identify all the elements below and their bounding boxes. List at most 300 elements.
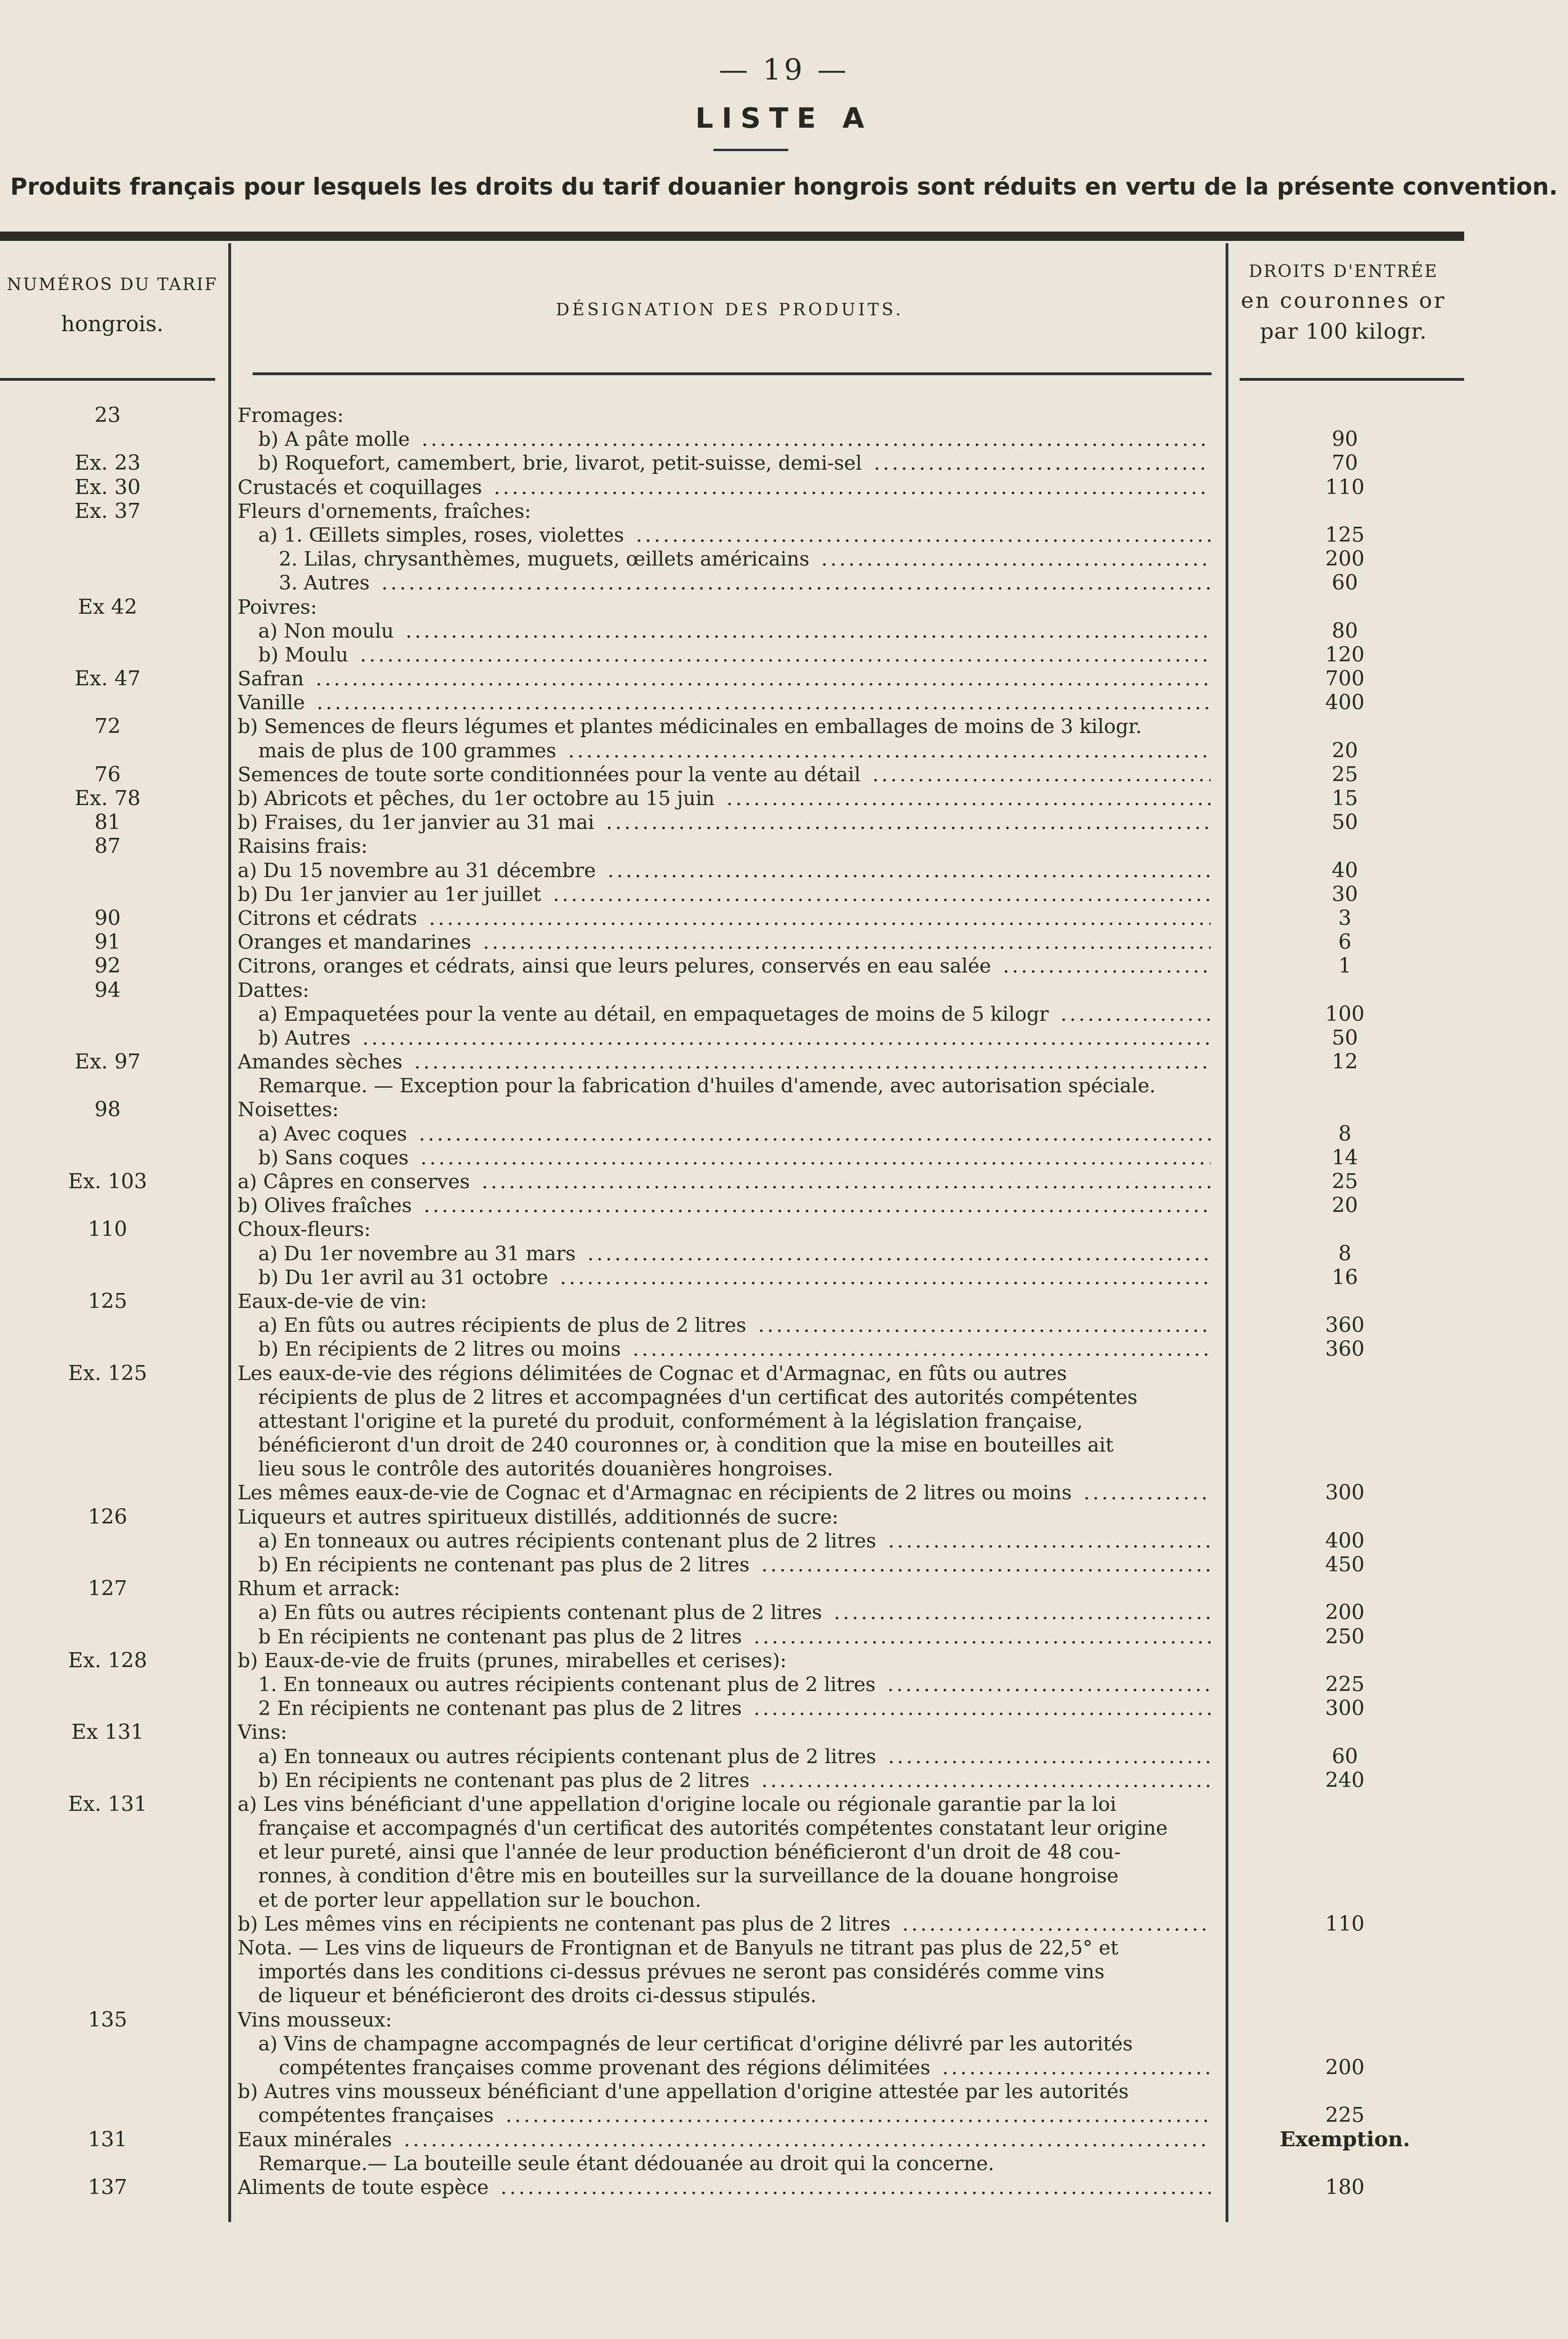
product-label: b) Du 1er janvier au 1er juillet xyxy=(238,883,544,906)
product-label: Eaux-de-vie de vin: xyxy=(238,1290,430,1313)
table-row xyxy=(0,1026,1568,1050)
duty-value: 16 xyxy=(1332,1265,1358,1289)
table-row xyxy=(0,858,1568,882)
tariff-number: Ex. 30 xyxy=(74,475,141,499)
table-row xyxy=(0,595,1568,619)
duty-value: 20 xyxy=(1332,1193,1358,1218)
product-label: 2. Lilas, chrysanthèmes, muguets, œillets américains xyxy=(279,547,812,570)
product-designation xyxy=(258,427,1211,451)
table-row xyxy=(0,1313,1568,1337)
table-row xyxy=(0,1289,1568,1313)
product-label: Fleurs d'ornements, fraîches: xyxy=(238,500,534,523)
table-row xyxy=(0,1816,1568,1840)
product-label: Choux-fleurs: xyxy=(238,1218,373,1241)
product-label: a) Avec coques xyxy=(258,1122,410,1145)
table-row xyxy=(0,523,1568,547)
tariff-number: 94 xyxy=(94,978,121,1002)
duty-value: 12 xyxy=(1332,1050,1358,1074)
product-label: bénéficieront d'un droit de 240 couronnes or, à condition que la mise en bouteilles ait xyxy=(258,1433,1116,1456)
header-col3-line2: en couronnes or xyxy=(1241,288,1446,313)
product-designation xyxy=(238,858,1211,882)
product-designation xyxy=(279,571,1211,595)
duty-value: 8 xyxy=(1338,1121,1351,1146)
product-designation xyxy=(238,930,1211,954)
product-designation xyxy=(238,1050,1211,1074)
tariff-table xyxy=(0,403,1568,2199)
product-label: a) Câpres en conserves xyxy=(238,1170,472,1193)
table-row xyxy=(0,2056,1568,2079)
product-designation xyxy=(238,978,1211,1002)
tariff-number: 72 xyxy=(94,714,121,739)
product-label: Remarque.— La bouteille seule étant dédouanée au droit qui la concerne. xyxy=(258,2152,997,2175)
table-row xyxy=(0,1625,1568,1649)
product-designation xyxy=(238,2175,1211,2199)
product-designation xyxy=(258,1672,1211,1696)
product-label: a) Vins de champagne accompagnés de leur certificat d'origine délivré par les autorités xyxy=(258,2032,1136,2055)
product-label: Safran xyxy=(238,667,307,690)
table-row xyxy=(0,1385,1568,1409)
table-row xyxy=(0,2008,1568,2032)
product-label: Vins mousseux: xyxy=(238,2008,395,2031)
table-row xyxy=(0,1265,1568,1289)
header-top-rule xyxy=(0,232,1464,241)
product-label: b) En récipients ne contenant pas plus de 2 litres xyxy=(258,1553,752,1576)
product-label: b) Moulu xyxy=(258,643,351,666)
duty-value: 225 xyxy=(1325,2103,1365,2128)
product-label: a) Empaquetées pour la vente au détail, en empaquetages de moins de 5 kilogr xyxy=(258,1002,1052,1025)
table-row xyxy=(0,427,1568,451)
product-label: b) Olives fraîches xyxy=(238,1194,414,1217)
table-row xyxy=(0,2151,1568,2175)
product-designation xyxy=(238,1936,1211,1960)
table-row xyxy=(0,1146,1568,1170)
tariff-number: Ex. 103 xyxy=(68,1170,147,1193)
table-row xyxy=(0,451,1568,475)
product-label: a) En tonneaux ou autres récipients contenant plus de 2 litres xyxy=(258,1529,879,1552)
product-designation xyxy=(238,954,1211,978)
subtitle: Produits français pour lesquels les droits du tarif douanier hongrois sont réduits en vertu de la présente convention. xyxy=(10,173,1558,200)
header-col1-line2: hongrois. xyxy=(61,311,164,336)
product-designation xyxy=(258,1960,1211,1983)
duty-value: 300 xyxy=(1325,1696,1365,1721)
table-row xyxy=(0,2103,1568,2127)
table-row xyxy=(0,1361,1568,1385)
product-designation xyxy=(258,523,1211,547)
table-row xyxy=(0,1576,1568,1600)
product-designation xyxy=(238,403,1211,427)
product-label: mais de plus de 100 grammes xyxy=(258,739,559,762)
duty-value: 20 xyxy=(1332,738,1358,763)
tariff-number: 110 xyxy=(88,1217,127,1242)
product-label: b) Les mêmes vins en récipients ne contenant pas plus de 2 litres xyxy=(238,1912,893,1935)
product-label: a) Les vins bénéficiant d'une appellation d'origine locale ou régionale garantie par la loi xyxy=(238,1793,1119,1816)
tariff-number: 76 xyxy=(94,762,121,786)
product-label: compétentes françaises comme provenant des régions délimitées xyxy=(279,2056,933,2079)
duty-value: 225 xyxy=(1325,1672,1365,1696)
table-row xyxy=(0,1457,1568,1481)
table-row xyxy=(0,1864,1568,1888)
product-designation xyxy=(238,786,1211,810)
product-label: compétentes françaises xyxy=(258,2104,496,2127)
product-label: Liqueurs et autres spiritueux distillés, additionnés de sucre: xyxy=(238,1505,841,1528)
tariff-number: Ex. 23 xyxy=(74,451,141,475)
product-label: Vins: xyxy=(238,1721,290,1743)
duty-value: 360 xyxy=(1325,1313,1365,1337)
product-designation xyxy=(238,1720,1211,1744)
product-designation xyxy=(238,1505,1211,1529)
product-label: b En récipients ne contenant pas plus de 2 litres xyxy=(258,1625,745,1648)
product-designation xyxy=(238,906,1211,930)
duty-value: 250 xyxy=(1325,1624,1365,1649)
product-label: b) Autres xyxy=(258,1026,353,1049)
product-label: Remarque. — Exception pour la fabrication d'huiles d'amende, avec autorisation spéciale. xyxy=(258,1074,1158,1097)
product-label: Citrons, oranges et cédrats, ainsi que leurs pelures, conservés en eau salée xyxy=(238,954,994,977)
product-designation xyxy=(238,882,1211,906)
product-designation xyxy=(258,1026,1211,1050)
duty-value: Exemption. xyxy=(1279,2127,1410,2151)
product-designation xyxy=(258,1600,1211,1624)
duty-value: 50 xyxy=(1332,810,1358,835)
table-row xyxy=(0,1983,1568,2007)
page-number: — 19 — xyxy=(719,52,849,87)
table-row xyxy=(0,1433,1568,1457)
duty-value: 100 xyxy=(1325,1002,1365,1026)
tariff-number: 91 xyxy=(94,930,121,954)
tariff-number: Ex. 97 xyxy=(74,1050,141,1074)
table-row xyxy=(0,1649,1568,1672)
product-label: b) En récipients ne contenant pas plus de 2 litres xyxy=(258,1769,752,1792)
duty-value: 25 xyxy=(1332,1170,1358,1193)
table-row xyxy=(0,1792,1568,1816)
product-designation xyxy=(238,475,1211,499)
tariff-number: Ex. 131 xyxy=(68,1792,147,1816)
product-label: b) En récipients de 2 litres ou moins xyxy=(258,1337,624,1360)
duty-value: 70 xyxy=(1332,451,1358,475)
duty-value: 25 xyxy=(1332,762,1358,786)
duty-value: 450 xyxy=(1325,1553,1365,1576)
duty-value: 15 xyxy=(1332,786,1358,810)
product-label: de liqueur et bénéficieront des droits ci-dessus stipulés. xyxy=(258,1984,819,2007)
product-label: importés dans les conditions ci-dessus prévues ne seront pas considérés comme vins xyxy=(258,1960,1107,1983)
duty-value: 200 xyxy=(1325,2055,1365,2079)
product-designation xyxy=(258,1242,1211,1265)
product-designation xyxy=(238,1170,1211,1193)
tariff-number: 125 xyxy=(88,1289,127,1313)
table-row xyxy=(0,1505,1568,1529)
table-row xyxy=(0,1840,1568,1864)
list-title: LISTE A xyxy=(695,102,873,135)
product-label: b) Abricots et pêches, du 1er octobre au 15 juin xyxy=(238,787,718,810)
table-row xyxy=(0,834,1568,858)
duty-value: 300 xyxy=(1325,1481,1365,1505)
table-row xyxy=(0,619,1568,643)
table-row xyxy=(0,667,1568,690)
product-label: 3. Autres xyxy=(279,571,372,594)
product-designation xyxy=(238,499,1211,523)
product-designation xyxy=(238,1649,1211,1672)
product-label: a) En tonneaux ou autres récipients contenant plus de 2 litres xyxy=(258,1745,879,1768)
product-designation xyxy=(258,1888,1211,1912)
product-label: b) Du 1er avril au 31 octobre xyxy=(258,1266,551,1289)
product-label: a) En fûts ou autres récipients de plus de 2 litres xyxy=(258,1314,749,1337)
tariff-number: 131 xyxy=(88,2127,127,2151)
table-row xyxy=(0,1242,1568,1265)
header-duties xyxy=(1231,262,1456,344)
product-designation xyxy=(258,1337,1211,1361)
table-row xyxy=(0,1002,1568,1026)
duty-value: 125 xyxy=(1325,523,1365,547)
duty-value: 110 xyxy=(1325,1911,1365,1936)
duty-value: 240 xyxy=(1325,1768,1365,1792)
product-designation xyxy=(238,1289,1211,1313)
product-designation xyxy=(258,1074,1211,1097)
product-designation xyxy=(258,1409,1211,1433)
product-label: Fromages: xyxy=(238,404,347,427)
product-designation xyxy=(238,810,1211,834)
product-label: récipients de plus de 2 litres et accompagnées d'un certificat des autorités compétentes xyxy=(258,1386,1140,1409)
table-row xyxy=(0,882,1568,906)
product-designation xyxy=(258,451,1211,475)
product-label: et leur pureté, ainsi que l'année de leur production bénéficieront d'un droit de 48 cou- xyxy=(258,1840,1124,1863)
product-label: Eaux minérales xyxy=(238,2128,395,2151)
table-row xyxy=(0,499,1568,523)
product-label: b) Roquefort, camembert, brie, livarot, petit-suisse, demi-sel xyxy=(258,451,865,474)
product-designation xyxy=(238,763,1211,786)
title-underline xyxy=(713,149,788,151)
product-designation xyxy=(258,1744,1211,1768)
product-label: attestant l'origine et la pureté du produit, conformément à la législation française, xyxy=(258,1409,1086,1432)
duty-value: 400 xyxy=(1325,690,1365,715)
table-row xyxy=(0,1170,1568,1193)
tariff-number: 126 xyxy=(88,1504,127,1529)
product-label: Amandes sèches xyxy=(238,1050,405,1073)
duty-value: 30 xyxy=(1332,882,1358,906)
table-row xyxy=(0,1912,1568,1936)
product-label: Noisettes: xyxy=(238,1098,341,1121)
table-row xyxy=(0,403,1568,427)
table-row xyxy=(0,954,1568,978)
header-designation: DÉSIGNATION DES PRODUITS. xyxy=(556,300,904,320)
product-label: Citrons et cédrats xyxy=(238,907,420,930)
header-col1-line1: NUMÉROS DU TARIF xyxy=(7,275,218,294)
product-label: Poivres: xyxy=(238,596,320,618)
duty-value: 14 xyxy=(1332,1145,1358,1170)
tariff-number: 92 xyxy=(94,954,121,978)
table-row xyxy=(0,739,1568,763)
duty-value: 400 xyxy=(1325,1528,1365,1553)
table-row xyxy=(0,1696,1568,1720)
product-designation xyxy=(238,2128,1211,2151)
table-row xyxy=(0,1720,1568,1744)
tariff-number: Ex. 37 xyxy=(74,499,141,523)
duty-value: 180 xyxy=(1325,2175,1365,2199)
product-label: b) A pâte molle xyxy=(258,428,413,450)
tariff-number: 87 xyxy=(94,834,121,858)
table-row xyxy=(0,571,1568,595)
product-designation xyxy=(238,1361,1211,1385)
duty-value: 60 xyxy=(1332,571,1358,595)
table-row xyxy=(0,1097,1568,1121)
product-label: lieu sous le contrôle des autorités douanières hongroises. xyxy=(258,1457,836,1480)
header-bottom-rule-middle xyxy=(253,372,1212,375)
duty-value: 360 xyxy=(1325,1337,1365,1361)
product-label: b) Eaux-de-vie de fruits (prunes, mirabelles et cerises): xyxy=(238,1649,790,1672)
product-designation xyxy=(238,834,1211,858)
product-designation xyxy=(258,1864,1211,1888)
product-designation xyxy=(238,1481,1211,1504)
header-bottom-rule-left xyxy=(0,378,215,381)
product-designation xyxy=(258,2103,1211,2127)
product-designation xyxy=(258,1553,1211,1576)
tariff-number: Ex. 47 xyxy=(74,667,141,691)
product-label: Nota. — Les vins de liqueurs de Frontignan et de Banyuls ne titrant pas plus de 22,5° et xyxy=(238,1936,1121,1959)
duty-value: 60 xyxy=(1332,1744,1358,1768)
product-designation xyxy=(258,1457,1211,1481)
product-label: a) Du 15 novembre au 31 décembre xyxy=(238,859,599,882)
table-row xyxy=(0,690,1568,714)
product-designation xyxy=(258,1002,1211,1026)
duty-value: 80 xyxy=(1332,618,1358,643)
tariff-number: 90 xyxy=(94,906,121,930)
table-row xyxy=(0,1888,1568,1912)
duty-value: 700 xyxy=(1325,667,1365,691)
table-row xyxy=(0,810,1568,834)
tariff-number: Ex 131 xyxy=(71,1720,144,1744)
table-row xyxy=(0,1768,1568,1792)
product-designation xyxy=(238,595,1211,619)
product-designation xyxy=(258,1265,1211,1289)
product-label: Les eaux-de-vie des régions délimitées de Cognac et d'Armagnac, en fûts ou autres xyxy=(238,1362,1070,1385)
product-label: a) En fûts ou autres récipients contenant plus de 2 litres xyxy=(258,1601,825,1624)
product-designation xyxy=(238,1193,1211,1217)
product-designation xyxy=(258,1146,1211,1170)
table-row xyxy=(0,906,1568,930)
table-row xyxy=(0,1529,1568,1553)
product-label: b) Autres vins mousseux bénéficiant d'une appellation d'origine attestée par les autorités xyxy=(238,2080,1132,2103)
duty-value: 40 xyxy=(1332,858,1358,882)
product-designation xyxy=(279,2056,1211,2079)
product-designation xyxy=(258,1529,1211,1553)
table-row xyxy=(0,1960,1568,1983)
product-designation xyxy=(258,1385,1211,1409)
product-designation xyxy=(258,739,1211,763)
table-row xyxy=(0,1050,1568,1074)
tariff-number: 23 xyxy=(94,403,121,427)
table-row xyxy=(0,1600,1568,1624)
product-designation xyxy=(258,1983,1211,2007)
product-designation xyxy=(258,1625,1211,1649)
duty-value: 50 xyxy=(1332,1025,1358,1050)
product-label: Dattes: xyxy=(238,979,312,1002)
tariff-number: 98 xyxy=(94,1097,121,1122)
product-designation xyxy=(279,547,1211,571)
product-designation xyxy=(238,1792,1211,1816)
table-row xyxy=(0,1193,1568,1217)
duty-value: 120 xyxy=(1325,642,1365,667)
product-designation xyxy=(258,2151,1211,2175)
table-row xyxy=(0,930,1568,954)
tariff-number: 127 xyxy=(88,1576,127,1601)
tariff-number: Ex. 78 xyxy=(74,786,141,810)
product-label: française et accompagnés d'un certificat des autorités compétentes constatant leur origine xyxy=(258,1816,1170,1839)
product-designation xyxy=(238,1217,1211,1241)
product-designation xyxy=(258,1696,1211,1720)
table-row xyxy=(0,2079,1568,2103)
product-designation xyxy=(258,1313,1211,1337)
product-label: a) Du 1er novembre au 31 mars xyxy=(258,1242,579,1265)
table-row xyxy=(0,714,1568,738)
product-designation xyxy=(238,1912,1211,1936)
product-label: a) Non moulu xyxy=(258,619,397,642)
tariff-number: 135 xyxy=(88,2007,127,2032)
product-label: b) Sans coques xyxy=(258,1146,412,1169)
product-label: b) Semences de fleurs légumes et plantes médicinales en emballages de moins de 3 kilogr. xyxy=(238,715,1145,738)
product-label: 2 En récipients ne contenant pas plus de 2 litres xyxy=(258,1697,745,1720)
product-label: a) 1. Œillets simples, roses, violettes xyxy=(258,523,627,546)
table-row xyxy=(0,1074,1568,1097)
table-row xyxy=(0,763,1568,786)
product-label: Rhum et arrack: xyxy=(238,1577,403,1600)
tariff-number: Ex 42 xyxy=(78,595,138,619)
table-row xyxy=(0,1936,1568,1960)
table-row xyxy=(0,475,1568,499)
product-designation xyxy=(258,1816,1211,1840)
product-designation xyxy=(238,1576,1211,1600)
table-row xyxy=(0,2128,1568,2151)
product-label: Raisins frais: xyxy=(238,835,370,857)
duty-value: 90 xyxy=(1332,427,1358,451)
product-designation xyxy=(238,690,1211,714)
duty-value: 3 xyxy=(1338,906,1351,930)
duty-value: 110 xyxy=(1325,475,1365,499)
table-row xyxy=(0,1409,1568,1433)
product-designation xyxy=(258,2032,1211,2056)
product-label: Les mêmes eaux-de-vie de Cognac et d'Armagnac en récipients de 2 litres ou moins xyxy=(238,1481,1074,1504)
product-designation xyxy=(258,1433,1211,1457)
table-row xyxy=(0,2175,1568,2199)
tariff-number: Ex. 128 xyxy=(68,1648,147,1672)
product-label: Vanille xyxy=(238,691,308,714)
duty-value: 6 xyxy=(1338,930,1351,954)
duty-value: 1 xyxy=(1338,954,1351,978)
product-label: b) Fraises, du 1er janvier au 31 mai xyxy=(238,811,597,834)
product-designation xyxy=(238,2079,1211,2103)
duty-value: 200 xyxy=(1325,1600,1365,1625)
table-row xyxy=(0,1122,1568,1146)
product-label: et de porter leur appellation sur le bouchon. xyxy=(258,1889,704,1911)
table-row xyxy=(0,643,1568,667)
product-designation xyxy=(258,1840,1211,1864)
product-designation xyxy=(258,1122,1211,1146)
header-col3-line3: par 100 kilogr. xyxy=(1260,319,1427,344)
table-row xyxy=(0,2032,1568,2056)
product-designation xyxy=(238,714,1211,738)
product-label: ronnes, à condition d'être mis en bouteilles sur la surveillance de la douane hongroise xyxy=(258,1864,1121,1887)
product-label: Semences de toute sorte conditionnées pour la vente au détail xyxy=(238,763,864,786)
product-label: Oranges et mandarines xyxy=(238,930,474,953)
product-label: Crustacés et coquillages xyxy=(238,476,485,499)
table-row xyxy=(0,1553,1568,1576)
product-designation xyxy=(238,2008,1211,2032)
product-label: 1. En tonneaux ou autres récipients contenant plus de 2 litres xyxy=(258,1673,878,1696)
duty-value: 200 xyxy=(1325,547,1365,571)
table-row xyxy=(0,547,1568,571)
product-designation xyxy=(238,667,1211,690)
product-designation xyxy=(258,1768,1211,1792)
header-tariff-numbers xyxy=(0,275,225,336)
product-designation xyxy=(258,643,1211,667)
tariff-number: Ex. 125 xyxy=(68,1361,147,1385)
